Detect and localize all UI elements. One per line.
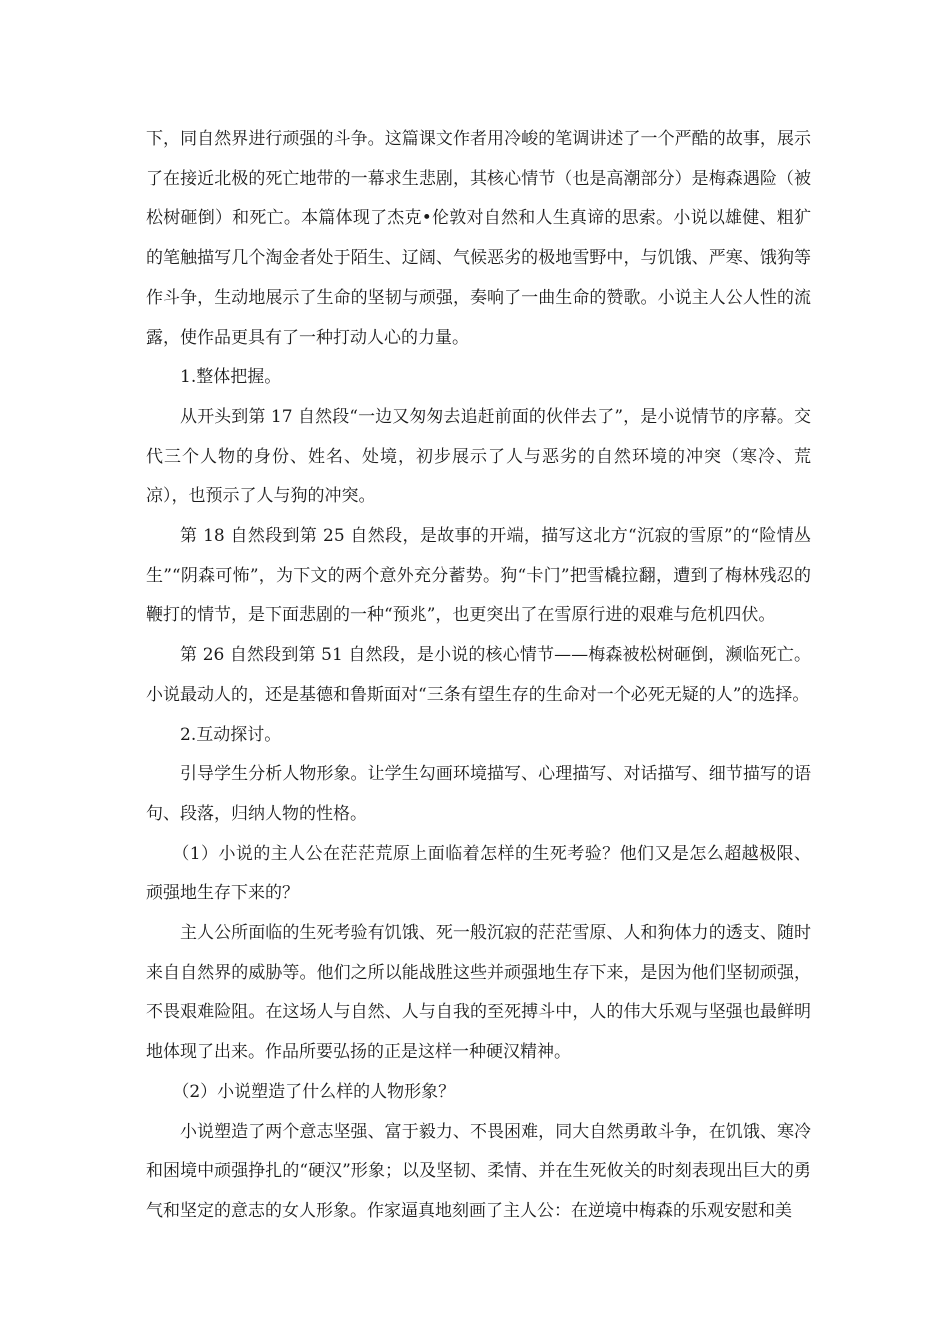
heading-overall-grasp: 1.整体把握。	[180, 367, 282, 388]
paragraph-core-plot: 第 26 自然段到第 51 自然段，是小说的核心情节——梅森被松树砸倒，濒临死亡。小说最动人的，还是基德和鲁斯面对“三条有望生存的生命对一个必死无疑的人”的选择。	[146, 645, 811, 705]
answer-2: 小说塑造了两个意志坚强、富于毅力、不畏困难，同大自然勇敢斗争，在饥饿、寒冷和困境中顽强挣扎的“硬汉”形象；以及坚韧、柔情、并在生死攸关的时刻表现出巨大的勇气和坚定的意志的女人形象。作家逼真地刻画了主人公：在逆境中梅森的乐观安慰和美	[146, 1121, 811, 1221]
paragraph-theme-summary: 下，同自然界进行顽强的斗争。这篇课文作者用冷峻的笔调讲述了一个严酷的故事，展示了在接近北极的死亡地带的一幕求生悲剧，其核心情节（也是高潮部分）是梅森遇险（被松树砸倒）和死亡。本篇体现了杰克•伦敦对自然和人生真谛的思索。小说以雄健、粗犷的笔触描写几个淘金者处于陌生、辽阔、气候恶劣的极地雪野中，与饥饿、严寒、饿狗等作斗争，生动地展示了生命的坚韧与顽强，奏响了一曲生命的赞歌。小说主人公人性的流露，使作品更具有了一种打动人心的力量。	[146, 129, 811, 348]
paragraph-prologue: 从开头到第 17 自然段“一边又匆匆去追赶前面的伙伴去了”，是小说情节的序幕。交代三个人物的身份、姓名、处境，初步展示了人与恶劣的自然环境的冲突（寒冷、荒凉），也预示了人与狗的冲突。	[146, 406, 811, 507]
document-body	[146, 120, 811, 1232]
heading-interactive-discussion: 2.互动探讨。	[180, 724, 282, 745]
answer-1: 主人公所面临的生死考验有饥饿、死一般沉寂的茫茫雪原、人和狗体力的透支、随时来自自然界的威胁等。他们之所以能战胜这些并顽强地生存下来，是因为他们坚韧顽强，不畏艰难险阻。在这场人与自然、人与自我的至死搏斗中，人的伟大乐观与坚强也最鲜明地体现了出来。作品所要弘扬的正是这样一种硬汉精神。	[146, 923, 811, 1063]
paragraph-character-analysis: 引导学生分析人物形象。让学生勾画环境描写、心理描写、对话描写、细节描写的语句、段落，归纳人物的性格。	[146, 764, 811, 824]
question-2: （2）小说塑造了什么样的人物形象？	[172, 1081, 456, 1102]
paragraph-beginning: 第 18 自然段到第 25 自然段，是故事的开端，描写这北方“沉寂的雪原”的“险情丛生”“阴森可怖”，为下文的两个意外充分蓄势。狗“卡门”把雪橇拉翻，遭到了梅林残忍的鞭打的情节，是下面悲剧的一种“预兆”，也更突出了在雪原行进的艰难与危机四伏。	[146, 526, 811, 626]
question-1: （1）小说的主人公在茫茫荒原上面临着怎样的生死考验？他们又是怎么超越极限、顽强地生存下来的？	[146, 843, 811, 904]
